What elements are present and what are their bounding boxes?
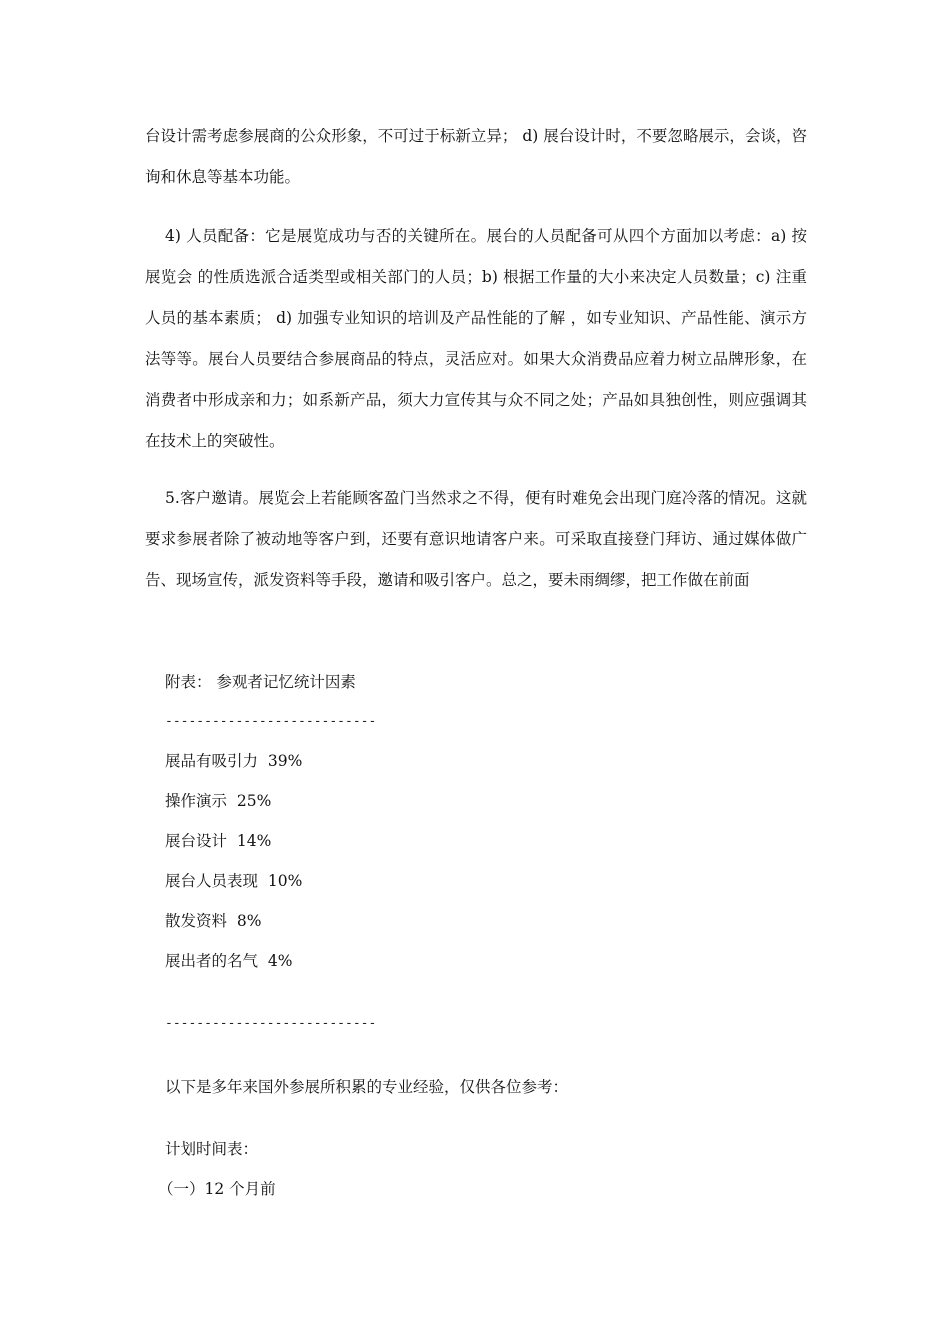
row-label: 展台人员表现 xyxy=(165,872,259,890)
row-value: 14% xyxy=(236,832,272,850)
table-row xyxy=(165,751,302,771)
row-value: 4% xyxy=(267,952,293,970)
row-value: 8% xyxy=(236,912,262,930)
paragraph-staffing: 4) 人员配备：它是展览成功与否的关键所在。展台的人员配备可从四个方面加以考虑：a) 按展览会 的性质选派合适类型或相关部门的人员；b) 根据工作量的大小来决定人员数量；c) 注重人员的基本素质； d) 加强专业知识的培训及产品性能的了解 ，如专业知识、产品性能、演示方法等等。展台人员要结合参展商品的特点，灵活应对。如果大众消费品应着力树立品牌形象，在消费者中形成亲和力；如系新产品，须大力宣传其与众不同之处；产品如具独创性，则应强调其在技术上的突破性。 xyxy=(145,227,807,450)
row-value: 39% xyxy=(267,752,303,770)
table-divider-top: --------------------------- xyxy=(165,714,377,729)
table-title: 附表： 参观者记忆统计因素 xyxy=(165,673,356,691)
table-divider-bottom: --------------------------- xyxy=(165,1016,377,1031)
paragraph-booth-design: 台设计需考虑参展商的公众形象，不可过于标新立异； d) 展台设计时，不要忽略展示，会谈，咨询和休息等基本功能。 xyxy=(145,127,807,186)
table-row xyxy=(165,911,261,931)
schedule-item: （一）12 个月前 xyxy=(158,1180,276,1198)
table-row xyxy=(165,951,292,971)
table-row xyxy=(165,831,271,851)
row-label: 展品有吸引力 xyxy=(165,752,259,770)
row-label: 展出者的名气 xyxy=(165,952,259,970)
row-label: 展台设计 xyxy=(165,832,228,850)
table-row xyxy=(165,791,271,811)
row-value: 10% xyxy=(267,872,303,890)
row-label: 散发资料 xyxy=(165,912,228,930)
paragraph-customer-invitation: 5.客户邀请。展览会上若能顾客盈门当然求之不得，便有时难免会出现门庭冷落的情况。这就要求参展者除了被动地等客户到，还要有意识地请客户来。可采取直接登门拜访、通过媒体做广告、现场宣传，派发资料等手段，邀请和吸引客户。总之，要未雨绸缪，把工作做在前面 xyxy=(145,489,807,589)
table-row xyxy=(165,871,302,891)
schedule-title: 计划时间表： xyxy=(165,1140,259,1158)
row-value: 25% xyxy=(236,792,272,810)
row-label: 操作演示 xyxy=(165,792,228,810)
experience-intro: 以下是多年来国外参展所积累的专业经验，仅供各位参考： xyxy=(165,1078,569,1096)
